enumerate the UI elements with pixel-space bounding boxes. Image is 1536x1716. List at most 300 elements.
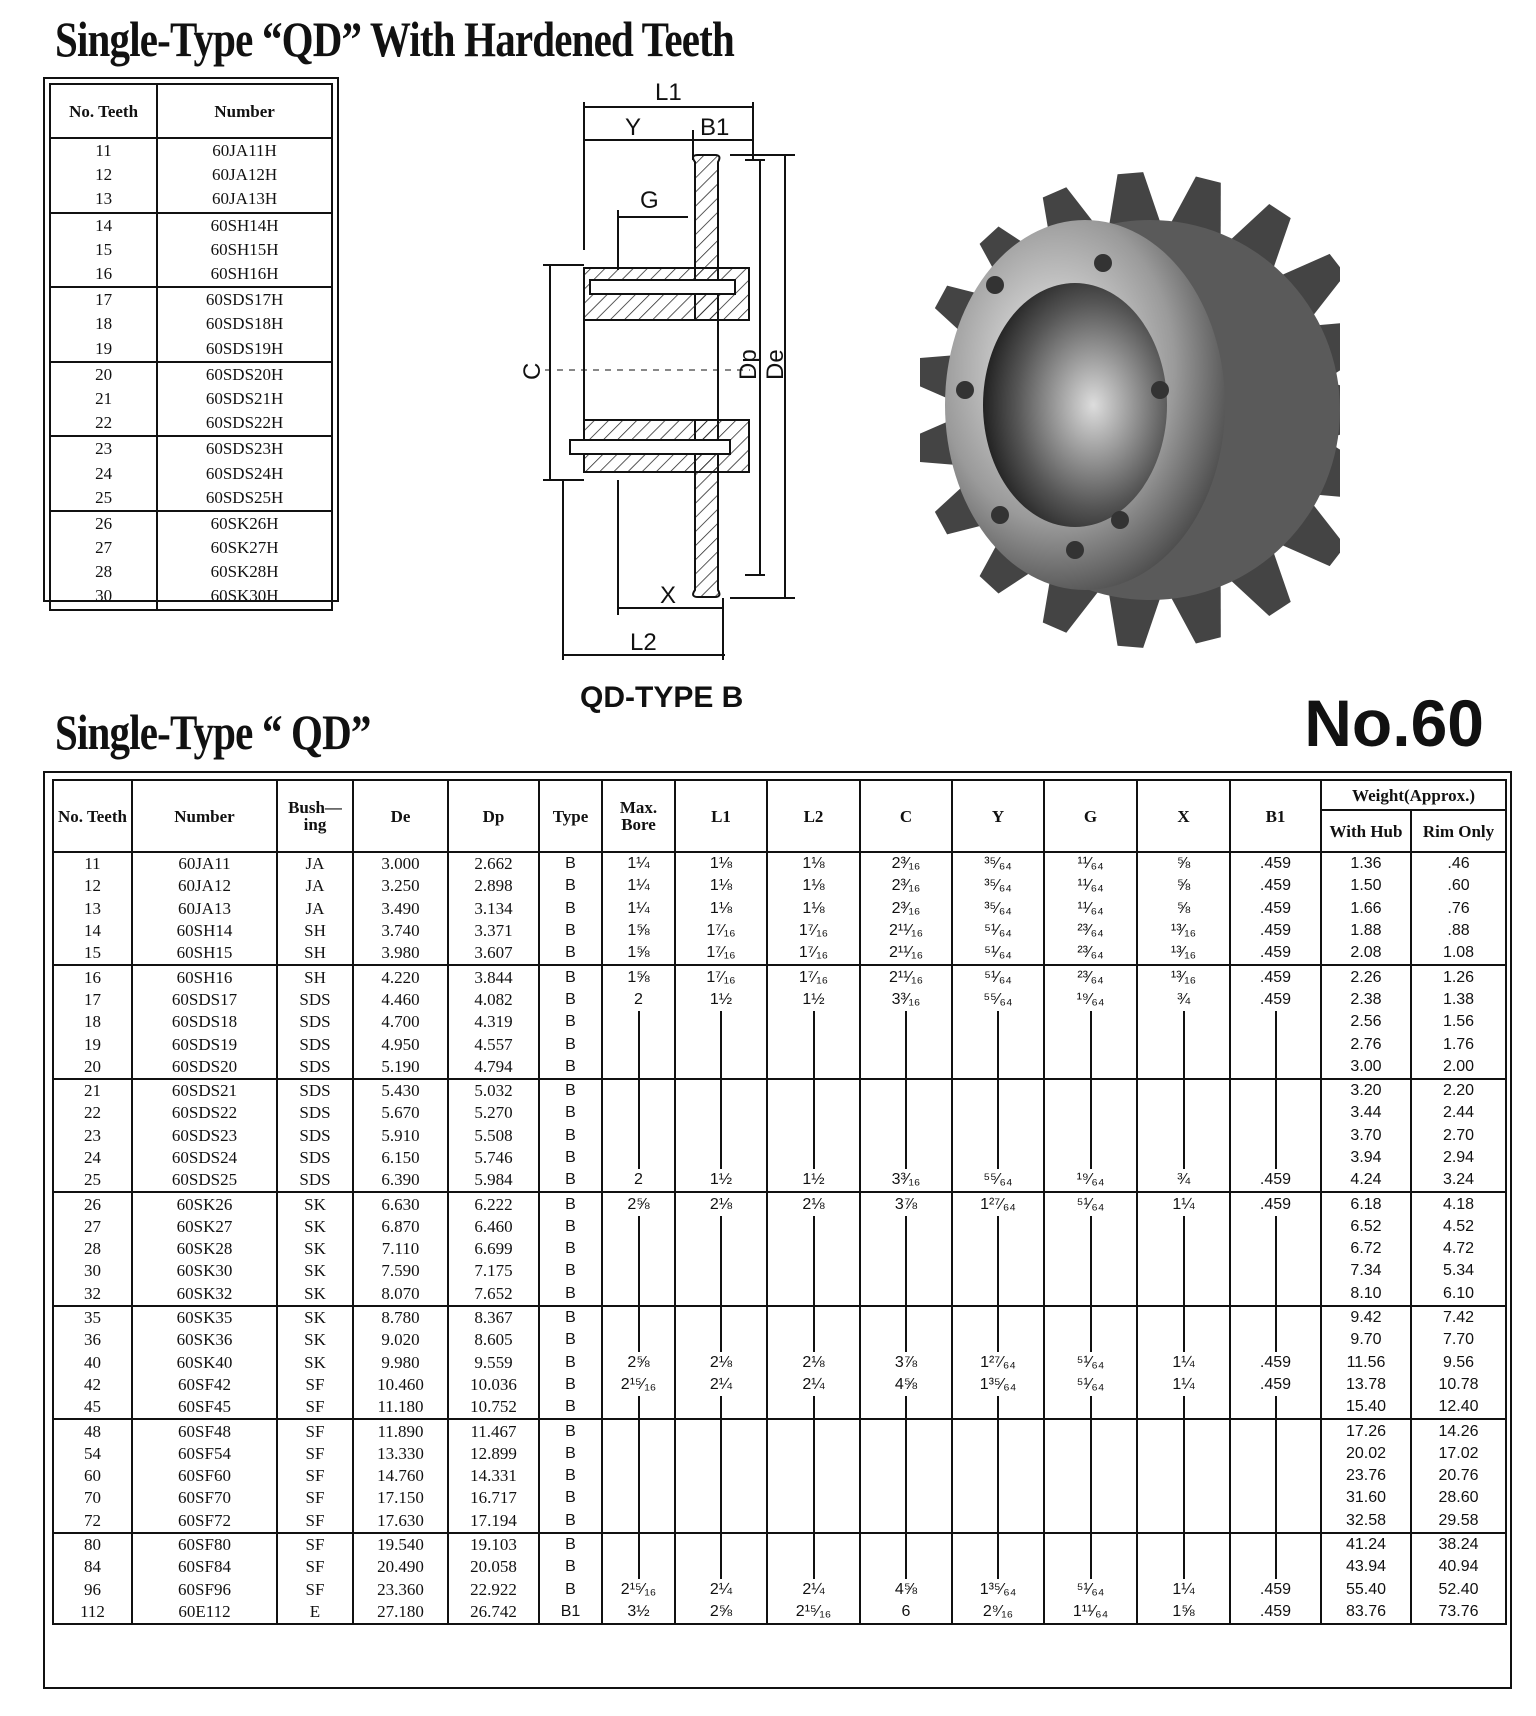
cell-de: 27.180 [353,1601,448,1624]
continuation-line [720,1033,722,1055]
cell-max-bore [602,1216,675,1238]
header-type: Type [539,780,602,852]
cell-b1 [1230,1079,1321,1102]
cell-teeth: 48 [53,1419,132,1442]
table-row [50,536,332,560]
cell-y: ⁵⁵⁄₆₄ [952,989,1044,1011]
cell-l1 [675,1419,767,1442]
cell-weight-with-hub: 43.94 [1321,1556,1411,1578]
cell-dp: 14.331 [448,1465,539,1487]
teeth-count: 21 [50,387,157,411]
cell-c [860,1102,952,1124]
header-dp: Dp [448,780,539,852]
continuation-line [1183,1443,1185,1465]
cell-x [1137,1465,1230,1487]
table-row [53,1125,1506,1147]
cell-max-bore [602,1056,675,1079]
continuation-line [1275,1011,1277,1033]
continuation-line [905,1056,907,1078]
cell-dp: 9.559 [448,1352,539,1374]
label-c: C [519,362,546,380]
header-x: X [1137,780,1230,852]
cell-dp: 4.319 [448,1011,539,1033]
continuation-line [813,1465,815,1487]
cell-b1 [1230,1465,1321,1487]
cell-weight-rim-only: 2.94 [1411,1147,1506,1169]
cell-de: 3.980 [353,942,448,965]
cell-g [1044,1011,1137,1033]
cell-l1 [675,1487,767,1509]
continuation-line [1275,1283,1277,1305]
cell-teeth: 22 [53,1102,132,1124]
table-row [53,1216,1506,1238]
cell-teeth: 17 [53,989,132,1011]
cell-y [952,1147,1044,1169]
teeth-count: 15 [50,238,157,262]
cell-l2 [767,1396,860,1419]
cell-c [860,1238,952,1260]
cell-teeth: 13 [53,898,132,920]
cell-l1 [675,1238,767,1260]
cell-teeth: 25 [53,1169,132,1192]
cell-max-bore: 1⅝ [602,942,675,965]
table-row [50,262,332,287]
cell-dp: 5.746 [448,1147,539,1169]
continuation-line [638,1238,640,1260]
cell-y [952,1238,1044,1260]
cell-teeth: 36 [53,1329,132,1351]
cell-weight-rim-only: 28.60 [1411,1487,1506,1509]
cell-c [860,1443,952,1465]
cell-bushing: SF [277,1396,353,1419]
continuation-line [638,1011,640,1033]
label-de: De [762,349,789,380]
cell-weight-rim-only: 1.26 [1411,965,1506,988]
continuation-line [813,1396,815,1418]
continuation-line [1090,1307,1092,1329]
cell-y [952,1510,1044,1533]
cell-number: 60SDS19 [132,1033,277,1055]
cell-de: 10.460 [353,1374,448,1396]
cell-weight-rim-only: .46 [1411,852,1506,875]
header-no-teeth: No. Teeth [53,780,132,852]
cell-de: 7.590 [353,1260,448,1282]
cell-x [1137,1487,1230,1509]
cell-l1: 1½ [675,989,767,1011]
cell-c [860,1556,952,1578]
cell-l2: 1⁷⁄₁₆ [767,942,860,965]
cell-teeth: 72 [53,1510,132,1533]
cell-l2 [767,1033,860,1055]
cell-dp: 16.717 [448,1487,539,1509]
cell-number: 60SK35 [132,1306,277,1329]
cell-de: 14.760 [353,1465,448,1487]
continuation-line [1275,1420,1277,1442]
cell-b1: .459 [1230,942,1321,965]
cell-dp: 26.742 [448,1601,539,1624]
cell-l1: 1⅛ [675,875,767,897]
teeth-count: 24 [50,461,157,485]
teeth-count: 26 [50,511,157,536]
cell-b1 [1230,1487,1321,1509]
cell-y [952,1487,1044,1509]
cell-weight-with-hub: 3.20 [1321,1079,1411,1102]
cell-x [1137,1306,1230,1329]
cell-weight-with-hub: 17.26 [1321,1419,1411,1442]
cell-type: B [539,1147,602,1169]
continuation-line [813,1556,815,1578]
cell-type: B [539,989,602,1011]
continuation-line [905,1329,907,1351]
cell-y [952,1125,1044,1147]
cell-number: 60JA13 [132,898,277,920]
cell-max-bore: 2¹⁵⁄₁₆ [602,1579,675,1601]
cell-l2 [767,1260,860,1282]
cell-l1 [675,1147,767,1169]
cell-bushing: SF [277,1374,353,1396]
cell-b1: .459 [1230,920,1321,942]
cell-l2 [767,1147,860,1169]
teeth-count: 20 [50,362,157,387]
cell-type: B [539,1579,602,1601]
cell-dp: 5.270 [448,1102,539,1124]
header-b1: B1 [1230,780,1321,852]
cell-c [860,1283,952,1306]
cell-max-bore: 2 [602,989,675,1011]
cell-type: B [539,1192,602,1215]
cell-weight-rim-only: 4.52 [1411,1216,1506,1238]
continuation-line [905,1443,907,1465]
cell-b1 [1230,1216,1321,1238]
teeth-count: 12 [50,163,157,187]
cell-weight-with-hub: 31.60 [1321,1487,1411,1509]
cell-l2 [767,1283,860,1306]
cell-b1: .459 [1230,898,1321,920]
cell-teeth: 20 [53,1056,132,1079]
cell-x [1137,1125,1230,1147]
continuation-line [813,1056,815,1078]
cell-y: ⁵¹⁄₆₄ [952,942,1044,965]
cell-weight-rim-only: 2.70 [1411,1125,1506,1147]
cell-g [1044,1238,1137,1260]
cell-type: B [539,1283,602,1306]
continuation-line [997,1396,999,1418]
cell-g [1044,1102,1137,1124]
cell-bushing: SF [277,1419,353,1442]
continuation-line [638,1102,640,1124]
header-weight-rim-only: Rim Only [1411,810,1506,852]
table-row [53,1396,1506,1419]
cell-bushing: SDS [277,1056,353,1079]
part-number: 60SDS23H [205,439,284,459]
cell-number: 60SF70 [132,1487,277,1509]
cell-c: 2³⁄₁₆ [860,898,952,920]
cell-b1: .459 [1230,1579,1321,1601]
header-g: G [1044,780,1137,852]
cell-max-bore [602,1510,675,1533]
cell-max-bore: 2⅝ [602,1352,675,1374]
cell-dp: 7.175 [448,1260,539,1282]
cell-l1 [675,1260,767,1282]
cell-type: B [539,1102,602,1124]
continuation-line [638,1510,640,1532]
cell-max-bore [602,1033,675,1055]
cell-weight-rim-only: 3.24 [1411,1169,1506,1192]
continuation-line [638,1283,640,1305]
cell-teeth: 26 [53,1192,132,1215]
cell-max-bore: 3½ [602,1601,675,1624]
cell-dp: 10.036 [448,1374,539,1396]
cell-number: 60SK32 [132,1283,277,1306]
continuation-line [1090,1125,1092,1147]
cell-bushing: E [277,1601,353,1624]
continuation-line [720,1102,722,1124]
cell-de: 8.780 [353,1306,448,1329]
section-title: Single-Type “ QD” [55,704,371,760]
cell-type: B [539,1238,602,1260]
cell-weight-with-hub: 2.08 [1321,942,1411,965]
continuation-line [1183,1396,1185,1418]
continuation-line [997,1216,999,1238]
cell-bushing: SK [277,1306,353,1329]
cell-bushing: SK [277,1238,353,1260]
cell-x: ¾ [1137,1169,1230,1192]
cell-x [1137,1329,1230,1351]
cell-weight-rim-only: 1.08 [1411,942,1506,965]
continuation-line [813,1534,815,1556]
cell-l2 [767,1056,860,1079]
cell-weight-with-hub: 1.50 [1321,875,1411,897]
cell-type: B [539,1419,602,1442]
cell-l2: 2¹⁵⁄₁₆ [767,1601,860,1624]
continuation-line [1275,1238,1277,1260]
cell-b1: .459 [1230,1601,1321,1624]
cell-c [860,1125,952,1147]
cell-teeth: 16 [53,965,132,988]
table-row [50,362,332,387]
continuation-line [720,1465,722,1487]
cell-c [860,1079,952,1102]
table-row [53,1056,1506,1079]
cell-weight-with-hub: 3.94 [1321,1147,1411,1169]
continuation-line [997,1011,999,1033]
cell-bushing: SDS [277,1125,353,1147]
qd-type-b-diagram [510,80,810,720]
cell-weight-with-hub: 23.76 [1321,1465,1411,1487]
cell-weight-rim-only: 12.40 [1411,1396,1506,1419]
cell-weight-with-hub: 6.18 [1321,1192,1411,1215]
cell-de: 6.630 [353,1192,448,1215]
cell-type: B [539,1487,602,1509]
cell-weight-rim-only: 6.10 [1411,1283,1506,1306]
cell-l1: 1⁷⁄₁₆ [675,965,767,988]
cell-teeth: 84 [53,1556,132,1578]
cell-y [952,1396,1044,1419]
cell-number: 60SK27 [132,1216,277,1238]
continuation-line [1183,1216,1185,1238]
cell-l2 [767,1419,860,1442]
cell-y: ⁵¹⁄₆₄ [952,965,1044,988]
header-weight-with-hub: With Hub [1321,810,1411,852]
cell-weight-with-hub: 2.76 [1321,1033,1411,1055]
part-number: 60SH14H [210,215,279,235]
cell-g: ⁵¹⁄₆₄ [1044,1192,1137,1215]
cell-weight-rim-only: 29.58 [1411,1510,1506,1533]
continuation-line [1090,1080,1092,1102]
teeth-count: 22 [50,411,157,436]
continuation-line [997,1260,999,1282]
cell-g [1044,1556,1137,1578]
cell-weight-rim-only: 1.76 [1411,1033,1506,1055]
table-row [53,989,1506,1011]
cell-bushing: SF [277,1533,353,1556]
cell-x: 1¼ [1137,1374,1230,1396]
cell-g: ⁵¹⁄₆₄ [1044,1579,1137,1601]
continuation-line [1183,1125,1185,1147]
part-number: 60JA12H [211,165,278,185]
cell-weight-rim-only: 10.78 [1411,1374,1506,1396]
cell-number: 60SDS17 [132,989,277,1011]
cell-weight-rim-only: 73.76 [1411,1601,1506,1624]
table-row [50,461,332,485]
cell-x [1137,1238,1230,1260]
cell-dp: 5.984 [448,1169,539,1192]
table-row [50,337,332,362]
part-number: 60SDS24H [205,463,284,483]
continuation-line [1090,1556,1092,1578]
label-y: Y [625,114,642,141]
cell-weight-rim-only: 17.02 [1411,1443,1506,1465]
cell-type: B [539,920,602,942]
part-number: 60SDS25H [157,486,332,511]
part-number: 60SK27H [210,538,279,558]
continuation-line [905,1420,907,1442]
continuation-line [997,1125,999,1147]
teeth-count: 13 [50,187,157,212]
cell-g: ¹¹⁄₆₄ [1044,898,1137,920]
cell-b1 [1230,1329,1321,1351]
continuation-line [638,1534,640,1556]
continuation-line [638,1056,640,1078]
continuation-line [638,1420,640,1442]
table-row [50,187,332,212]
cell-de: 3.490 [353,898,448,920]
cell-type: B [539,1079,602,1102]
cell-number: 60SK28 [132,1238,277,1260]
continuation-line [1275,1465,1277,1487]
cell-y: 1²⁷⁄₆₄ [952,1192,1044,1215]
cell-bushing: SK [277,1352,353,1374]
cell-de: 19.540 [353,1533,448,1556]
cell-type: B [539,1169,602,1192]
continuation-line [813,1102,815,1124]
cell-x [1137,1419,1230,1442]
cell-x: 1¼ [1137,1192,1230,1215]
cell-x: ¹³⁄₁₆ [1137,920,1230,942]
cell-l2: 1½ [767,989,860,1011]
table-row [53,1419,1506,1442]
cell-y [952,1216,1044,1238]
continuation-line [997,1283,999,1305]
continuation-line [1183,1238,1185,1260]
cell-number: 60SDS24 [132,1147,277,1169]
cell-bushing: SH [277,965,353,988]
teeth-count: 28 [50,560,157,584]
cell-type: B [539,1306,602,1329]
continuation-line [720,1443,722,1465]
cell-teeth: 18 [53,1011,132,1033]
cell-dp: 6.699 [448,1238,539,1260]
cell-number: 60SF72 [132,1510,277,1533]
continuation-line [905,1465,907,1487]
cell-number: 60SF45 [132,1396,277,1419]
cell-x [1137,1556,1230,1578]
cell-type: B [539,1216,602,1238]
cell-b1 [1230,1260,1321,1282]
cell-bushing: JA [277,852,353,875]
part-number: 60SK30H [210,586,279,606]
specifications-table [43,771,1512,1689]
cell-y [952,1443,1044,1465]
continuation-line [638,1080,640,1102]
cell-max-bore [602,1443,675,1465]
cell-b1: .459 [1230,1192,1321,1215]
cell-c [860,1329,952,1351]
continuation-line [720,1056,722,1078]
cell-g [1044,1419,1137,1442]
cell-b1 [1230,1396,1321,1419]
cell-l1 [675,1033,767,1055]
continuation-line [905,1125,907,1147]
table-row [53,898,1506,920]
cell-max-bore [602,1260,675,1282]
cell-weight-with-hub: 83.76 [1321,1601,1411,1624]
table-row [50,411,332,436]
cell-l2: 1½ [767,1169,860,1192]
cell-weight-with-hub: 1.36 [1321,852,1411,875]
cell-type: B [539,898,602,920]
cell-x: ¾ [1137,989,1230,1011]
cell-de: 20.490 [353,1556,448,1578]
continuation-line [1090,1443,1092,1465]
teeth-count: 18 [50,312,157,336]
cell-l1 [675,1510,767,1533]
continuation-line [638,1033,640,1055]
cell-type: B [539,1465,602,1487]
cell-y [952,1011,1044,1033]
cell-g: ⁵¹⁄₆₄ [1044,1352,1137,1374]
cell-weight-with-hub: 1.88 [1321,920,1411,942]
table-row [53,1374,1506,1396]
continuation-line [997,1056,999,1078]
cell-l1 [675,1283,767,1306]
table-row [53,1033,1506,1055]
cell-y: 2⁹⁄₁₆ [952,1601,1044,1624]
cell-bushing: SF [277,1510,353,1533]
diagram-caption: QD-TYPE B [580,681,744,714]
cell-g [1044,1396,1137,1419]
continuation-line [1275,1443,1277,1465]
cell-de: 8.070 [353,1283,448,1306]
continuation-line [720,1420,722,1442]
teeth-count: 17 [50,287,157,312]
continuation-line [1090,1283,1092,1305]
continuation-line [638,1147,640,1169]
header-y: Y [952,780,1044,852]
continuation-line [1183,1102,1185,1124]
table-row [53,1510,1506,1533]
cell-b1 [1230,1238,1321,1260]
